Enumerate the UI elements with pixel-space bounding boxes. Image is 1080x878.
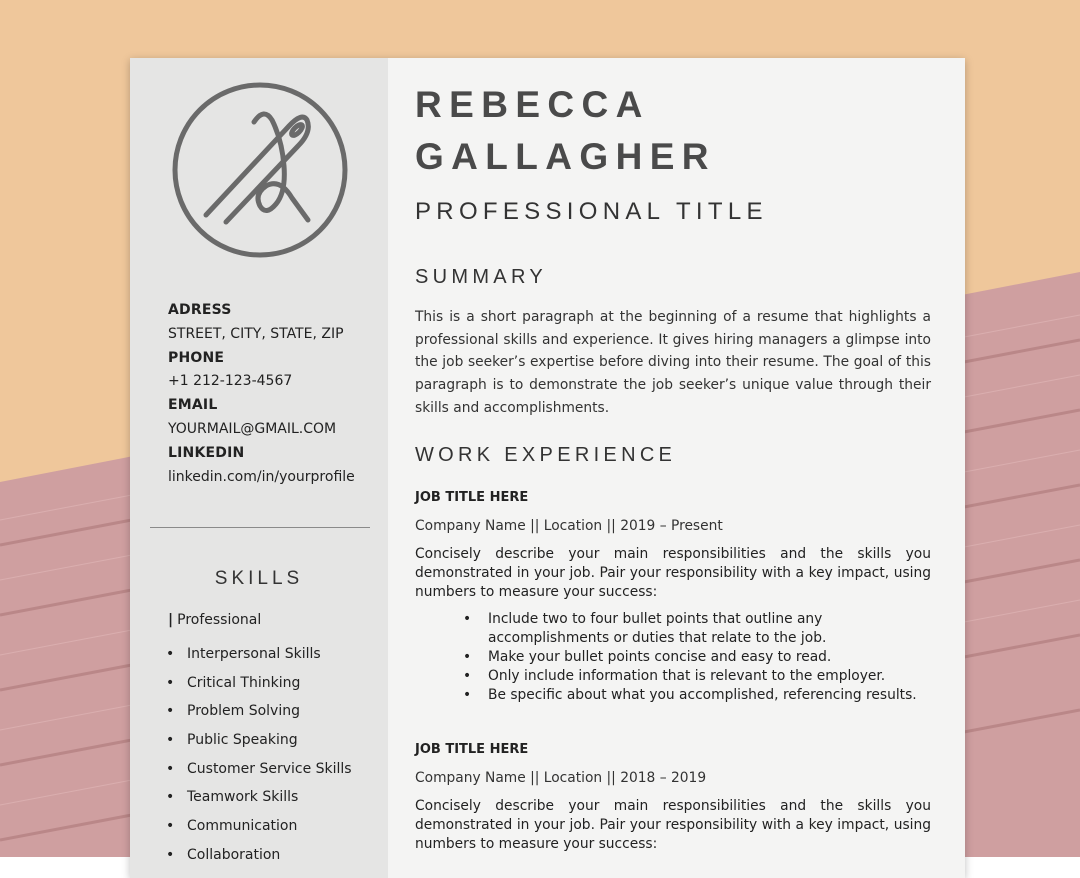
linkedin-value: linkedin.com/in/yourprofile [168,468,355,485]
skills-group-text: Professional [177,612,262,628]
skill-item: • Teamwork Skills [166,783,352,812]
linkedin-label: LINKEDIN [168,444,245,461]
sidebar-divider [150,527,370,528]
job-1-description: Concisely describe your main responsibilities and the skills you demonstrated in your job. Pair your responsibility with a key impact, using numbers to measure your success: [415,546,931,600]
skill-item: • Interpersonal Skills [166,640,352,669]
job-1-bullet: • Make your bullet points concise and easy to read. [463,648,935,667]
job-2-title: JOB TITLE HERE [415,742,529,757]
skill-item: • Collaboration [166,841,352,870]
phone-value: +1 212-123-4567 [168,373,293,390]
skill-item: • Critical Thinking [166,669,352,698]
skills-heading: SKILLS [214,568,304,589]
job-2-meta: Company Name || Location || 2018 – 2019 [415,770,707,786]
resume-page [130,58,965,878]
contact-block [168,299,355,489]
email-label: EMAIL [168,397,218,414]
resume-sidebar [130,58,388,878]
job-1-bullets [463,610,935,705]
summary-heading: SUMMARY [415,266,547,288]
skill-item: • Public Speaking [166,726,352,755]
job-1-bullet: • Include two to four bullet points that outline any accomplishments or duties that relate to the job. [463,610,935,648]
address-value: STREET, CITY, STATE, ZIP [168,325,344,342]
professional-title: PROFESSIONAL TITLE [415,198,768,225]
job-2-description: Concisely describe your main responsibilities and the skills you demonstrated in your job. Pair your responsibility with a key impact, using numbers to measure your success: [415,798,931,852]
last-name: GALLAGHER [415,136,716,177]
email-value: YOURMAIL@GMAIL.COM [168,420,337,437]
skill-item: • Communication [166,812,352,841]
first-name: REBECCA [415,84,650,125]
job-1-meta: Company Name || Location || 2019 – Present [415,518,723,534]
skills-group-label [168,612,261,628]
needle-thread-monogram-icon [172,82,348,258]
job-1-title: JOB TITLE HERE [415,490,529,505]
group-bar-icon: | [168,612,174,628]
job-1-bullet: • Be specific about what you accomplished, referencing results. [463,686,935,705]
address-label: ADRESS [168,302,232,318]
skill-item: • Customer Service Skills [166,755,352,784]
phone-label: PHONE [168,349,225,366]
skills-list [166,640,352,870]
skill-item: • Problem Solving [166,697,352,726]
work-experience-heading: WORK EXPERIENCE [415,444,677,466]
summary-text: This is a short paragraph at the beginning of a resume that highlights a professional skills and experience. It gives hiring managers a glimpse into the job seeker’s expertise before diving into their resume. The goal of this paragraph is to demonstrate the job seeker’s unique value through their skills and accomplishments. [415,309,931,416]
job-1-bullet: • Only include information that is relevant to the employer. [463,667,935,686]
